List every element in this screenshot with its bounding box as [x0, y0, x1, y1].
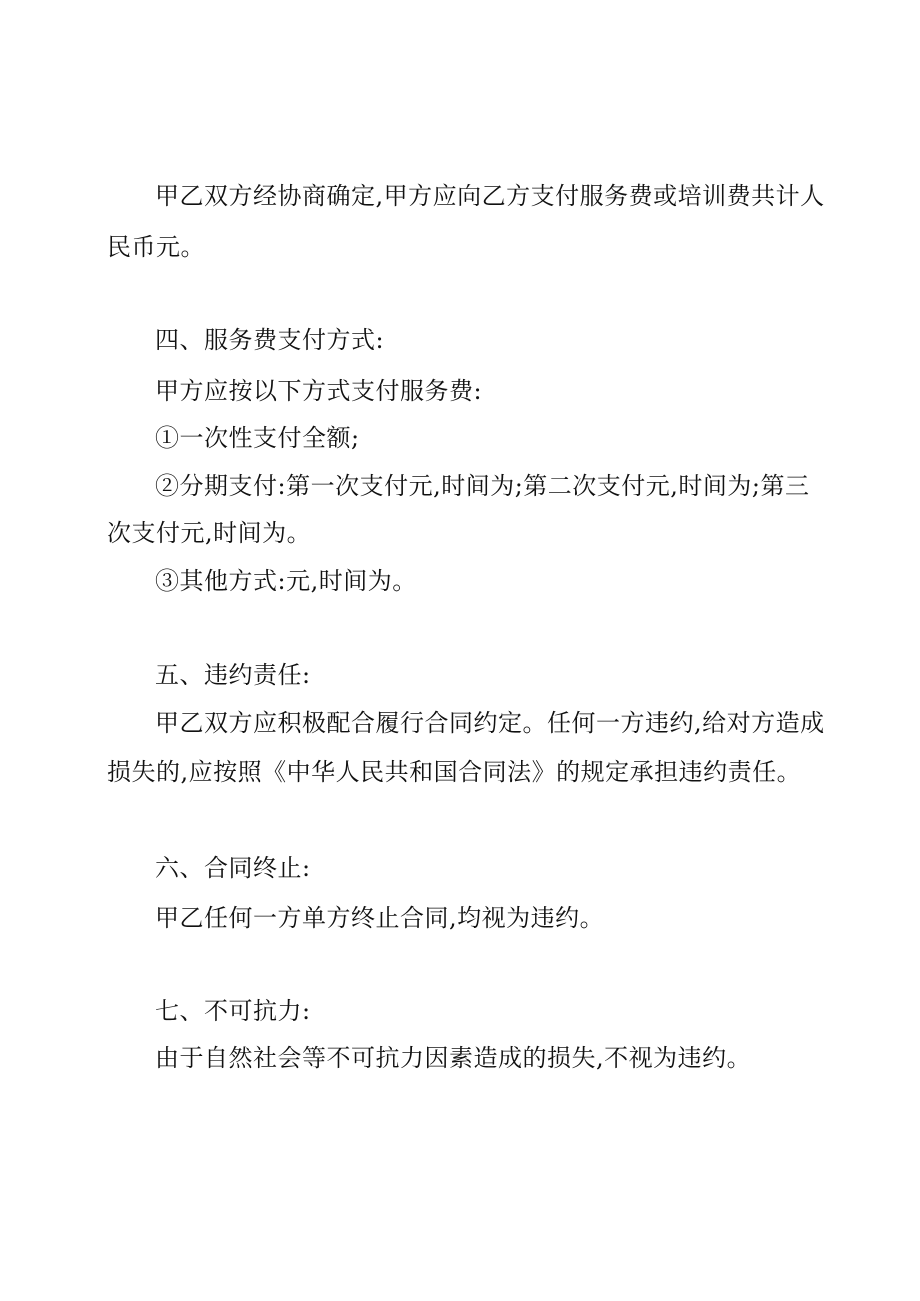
- section-4-option-3: ③其他方式:元,时间为。: [155, 567, 417, 595]
- section-7-heading: 七、不可抗力:: [155, 997, 311, 1025]
- section-7-paragraph: 由于自然社会等不可抗力因素造成的损失,不视为违约。: [155, 1044, 752, 1072]
- section-5-line-2: 损失的,应按照《中华人民共和国合同法》的规定承担违约责任。: [107, 758, 802, 786]
- section-4-heading: 四、服务费支付方式:: [155, 326, 385, 354]
- paragraph-payment-line-2: 民币元。: [107, 233, 205, 261]
- section-4-option-1: ①一次性支付全额;: [155, 424, 360, 452]
- section-4-paragraph: 甲方应按以下方式支付服务费:: [155, 377, 483, 405]
- section-6-heading: 六、合同终止:: [155, 854, 311, 882]
- section-4-option-2-line-2: 次支付元,时间为。: [107, 519, 312, 547]
- section-5-line-1: 甲乙双方应积极配合履行合同约定。任何一方违约,给对方造成: [155, 709, 825, 737]
- section-4-option-2-line-1: ②分期支付:第一次支付元,时间为;第二次支付元,时间为;第三: [155, 472, 810, 500]
- section-5-heading: 五、违约责任:: [155, 661, 311, 689]
- section-6-paragraph: 甲乙任何一方单方终止合同,均视为违约。: [155, 904, 605, 932]
- paragraph-payment-line-1: 甲乙双方经协商确定,甲方应向乙方支付服务费或培训费共计人: [155, 182, 825, 210]
